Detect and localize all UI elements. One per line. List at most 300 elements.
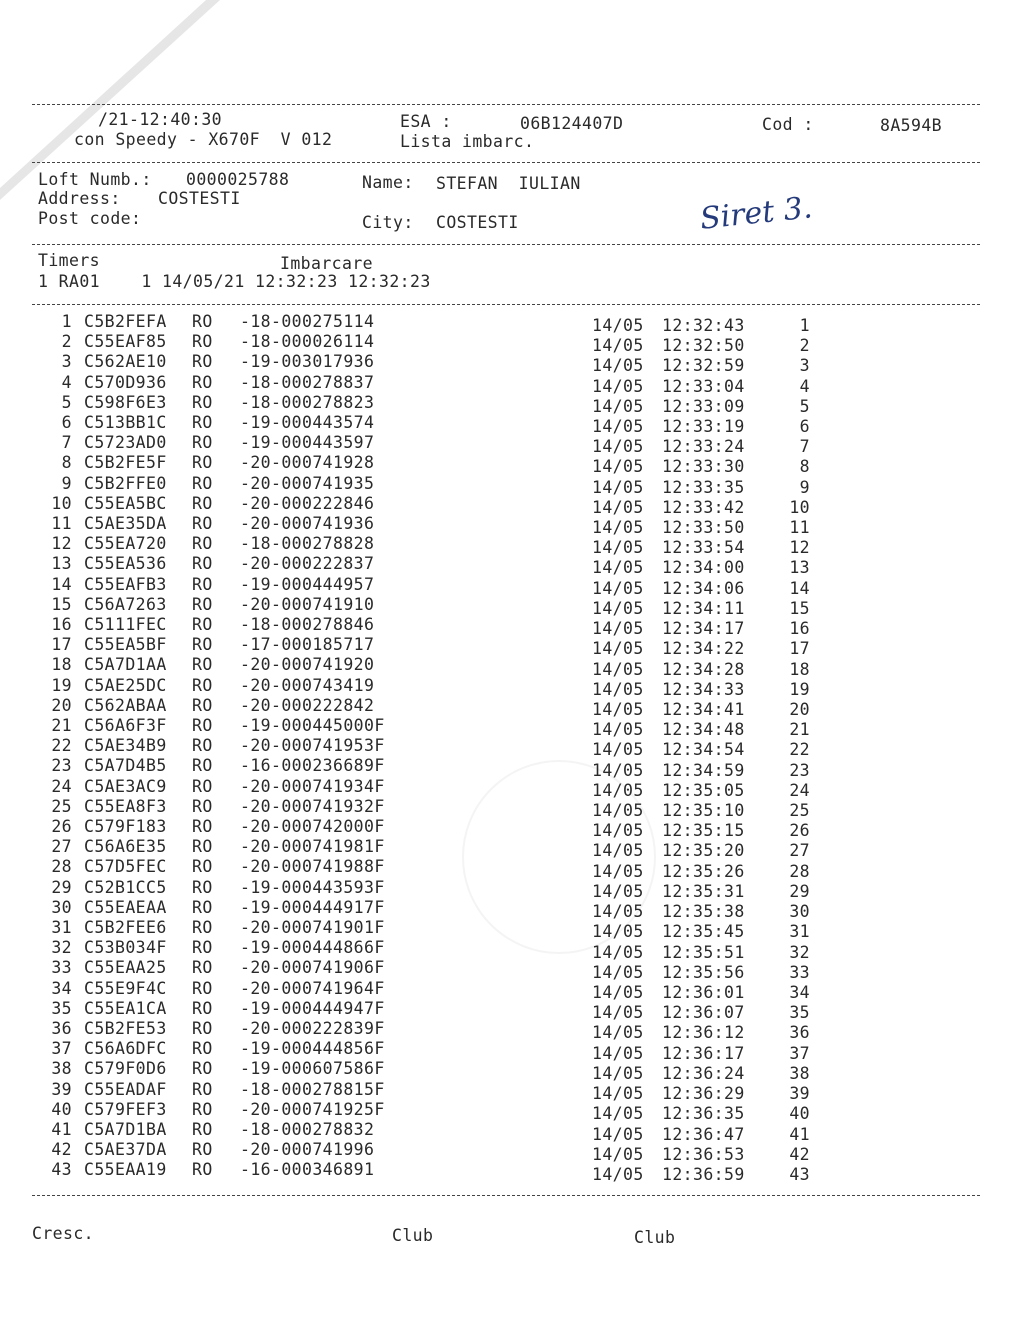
post-code-label: Post code:	[38, 209, 142, 228]
row-position: 9	[799, 477, 810, 497]
row-date: 14/05	[592, 316, 644, 335]
row-chip-id: C5B2FE5F	[84, 453, 167, 473]
row-date: 14/05	[592, 639, 644, 659]
row-country: RO	[192, 1039, 213, 1059]
row-position: 5	[799, 396, 810, 416]
row-ring-number: -18-000278837	[240, 372, 375, 392]
row-position: 33	[789, 962, 810, 982]
row-index: 17	[51, 635, 72, 655]
row-time: 12:36:29	[662, 1084, 745, 1104]
table-row	[0, 433, 1024, 457]
row-ring-number: -20-000741906F	[240, 958, 385, 978]
row-date: 14/05	[592, 699, 644, 719]
divider-owner	[32, 244, 980, 245]
row-ring-number: -16-000346891	[240, 1160, 375, 1180]
table-row	[0, 897, 1024, 922]
row-ring-number: -18-000278846	[240, 615, 375, 634]
row-time: 12:34:17	[662, 619, 745, 639]
row-ring-number: -19-000444917F	[240, 897, 385, 917]
row-time: 12:32:50	[662, 336, 745, 356]
row-index: 22	[51, 736, 72, 756]
row-country: RO	[192, 877, 213, 897]
row-time: 12:34:28	[662, 659, 745, 679]
row-time: 12:34:41	[662, 699, 745, 719]
row-country: RO	[192, 857, 213, 877]
row-date: 14/05	[592, 962, 644, 982]
row-country: RO	[192, 1140, 213, 1160]
row-date: 14/05	[592, 376, 644, 396]
row-ring-number: -20-000741935	[240, 473, 375, 493]
row-time: 12:36:47	[662, 1124, 745, 1144]
row-position: 4	[799, 376, 810, 396]
loft-value: 0000025788	[186, 170, 290, 189]
row-date: 14/05	[592, 598, 644, 618]
row-chip-id: C5B2FFE0	[84, 473, 167, 493]
row-date: 14/05	[592, 457, 644, 477]
row-country: RO	[192, 453, 213, 473]
list-title: Lista imbarc.	[400, 132, 535, 151]
table-row	[0, 958, 1024, 982]
row-position: 2	[799, 336, 810, 356]
row-ring-number: -19-000444947F	[240, 998, 385, 1018]
divider-header	[32, 162, 980, 163]
row-time: 12:35:38	[662, 902, 745, 922]
row-index: 2	[61, 332, 72, 352]
table-row	[0, 514, 1024, 538]
row-ring-number: -16-000236689F	[240, 756, 385, 776]
row-position: 24	[789, 780, 810, 800]
row-country: RO	[192, 574, 213, 594]
folded-corner-inner	[0, 0, 206, 188]
table-row	[0, 978, 1024, 1002]
row-ring-number: -20-000741934F	[240, 776, 385, 796]
row-chip-id: C5B2FEE6	[84, 918, 167, 937]
row-chip-id: C598F6E3	[84, 392, 167, 412]
table-row	[0, 312, 1024, 335]
row-country: RO	[192, 695, 213, 715]
row-index: 11	[51, 514, 72, 533]
row-index: 30	[51, 897, 72, 917]
row-index: 7	[61, 433, 72, 453]
row-ring-number: -18-000278832	[240, 1120, 375, 1139]
row-date: 14/05	[592, 861, 644, 881]
row-ring-number: -18-000026114	[240, 332, 375, 352]
row-date: 14/05	[592, 578, 644, 598]
row-country: RO	[192, 938, 213, 958]
row-index: 1	[61, 312, 72, 331]
row-chip-id: C5A7D1BA	[84, 1120, 167, 1139]
row-index: 39	[51, 1079, 72, 1099]
row-date: 14/05	[592, 922, 644, 942]
row-ring-number: -20-000741928	[240, 453, 375, 473]
row-index: 32	[51, 938, 72, 958]
cresc-label: Cresc.	[32, 1224, 95, 1243]
row-time: 12:36:59	[662, 1164, 745, 1184]
row-country: RO	[192, 594, 213, 614]
row-position: 36	[789, 1023, 810, 1043]
row-country: RO	[192, 756, 213, 776]
table-row	[0, 877, 1024, 901]
row-index: 36	[51, 1019, 72, 1038]
table-row	[0, 615, 1024, 639]
row-ring-number: -20-000741925F	[240, 1099, 385, 1119]
row-ring-number: -20-000741910	[240, 594, 375, 614]
row-country: RO	[192, 817, 213, 836]
row-ring-number: -20-000741981F	[240, 837, 385, 857]
row-date: 14/05	[592, 477, 644, 497]
table-row	[0, 998, 1024, 1023]
row-country: RO	[192, 312, 213, 331]
city-label: City:	[362, 213, 414, 232]
row-chip-id: C579FEF3	[84, 1099, 167, 1119]
name-value: STEFAN IULIAN	[436, 174, 581, 193]
row-ring-number: -19-000443597	[240, 433, 375, 453]
row-date: 14/05	[592, 760, 644, 780]
row-chip-id: C5AE25DC	[84, 675, 167, 695]
row-date: 14/05	[592, 1023, 644, 1043]
row-chip-id: C55EAF85	[84, 332, 167, 352]
row-date: 14/05	[592, 1003, 644, 1023]
row-position: 31	[789, 922, 810, 942]
table-row	[0, 332, 1024, 356]
row-position: 12	[789, 538, 810, 558]
table-row	[0, 1079, 1024, 1104]
table-row	[0, 756, 1024, 780]
row-index: 29	[51, 877, 72, 897]
row-chip-id: C53B034F	[84, 938, 167, 958]
row-date: 14/05	[592, 1144, 644, 1164]
row-ring-number: -20-000222846	[240, 493, 375, 513]
city-value: COSTESTI	[436, 213, 519, 232]
row-ring-number: -20-000741932F	[240, 796, 385, 816]
row-time: 12:34:33	[662, 679, 745, 699]
row-index: 16	[51, 615, 72, 634]
row-country: RO	[192, 1160, 213, 1180]
table-row	[0, 695, 1024, 719]
table-row	[0, 574, 1024, 598]
row-country: RO	[192, 554, 213, 574]
row-date: 14/05	[592, 619, 644, 639]
row-position: 16	[789, 619, 810, 639]
row-ring-number: -20-000743419	[240, 675, 375, 695]
row-date: 14/05	[592, 1063, 644, 1083]
row-index: 13	[51, 554, 72, 574]
row-index: 14	[51, 574, 72, 594]
row-time: 12:33:09	[662, 396, 745, 416]
row-date: 14/05	[592, 518, 644, 538]
row-chip-id: C55EAA25	[84, 958, 167, 978]
row-country: RO	[192, 998, 213, 1018]
name-label: Name:	[362, 173, 414, 192]
row-ring-number: -18-000278823	[240, 392, 375, 412]
row-chip-id: C570D936	[84, 372, 167, 392]
row-time: 12:33:04	[662, 376, 745, 396]
row-country: RO	[192, 1019, 213, 1038]
row-time: 12:34:54	[662, 740, 745, 760]
table-row	[0, 1059, 1024, 1083]
row-time: 12:32:43	[662, 316, 745, 335]
row-position: 35	[789, 1003, 810, 1023]
row-index: 38	[51, 1059, 72, 1079]
row-position: 21	[789, 720, 810, 740]
row-chip-id: C5AE37DA	[84, 1140, 167, 1160]
row-index: 35	[51, 998, 72, 1018]
row-time: 12:36:24	[662, 1063, 745, 1083]
table-row	[0, 736, 1024, 760]
row-ring-number: -19-000444957	[240, 574, 375, 594]
table-row	[0, 796, 1024, 821]
row-index: 5	[61, 392, 72, 412]
row-position: 13	[789, 558, 810, 578]
row-time: 12:34:06	[662, 578, 745, 598]
row-chip-id: C55EAFB3	[84, 574, 167, 594]
row-index: 26	[51, 817, 72, 836]
row-index: 34	[51, 978, 72, 998]
row-index: 37	[51, 1039, 72, 1059]
table-row	[0, 817, 1024, 841]
row-time: 12:35:20	[662, 841, 745, 861]
row-time: 12:36:12	[662, 1023, 745, 1043]
handwritten-note: Siret 3.	[698, 190, 814, 237]
row-chip-id: C55EA5BC	[84, 493, 167, 513]
row-date: 14/05	[592, 720, 644, 740]
table-row	[0, 716, 1024, 740]
row-ring-number: -20-000741953F	[240, 736, 385, 756]
row-position: 20	[789, 699, 810, 719]
row-chip-id: C579F183	[84, 817, 167, 836]
row-ring-number: -20-000222839F	[240, 1019, 385, 1038]
row-ring-number: -19-000443593F	[240, 877, 385, 897]
imbarcare-label: Imbarcare	[280, 254, 374, 273]
row-position: 27	[789, 841, 810, 861]
row-ring-number: -18-000278815F	[240, 1079, 385, 1099]
row-date: 14/05	[592, 942, 644, 962]
row-date: 14/05	[592, 801, 644, 821]
club-label-2: Club	[634, 1228, 676, 1247]
row-country: RO	[192, 796, 213, 816]
row-date: 14/05	[592, 396, 644, 416]
row-time: 12:35:10	[662, 801, 745, 821]
row-ring-number: -18-000275114	[240, 312, 375, 331]
row-chip-id: C5AE34B9	[84, 736, 167, 756]
row-chip-id: C5111FEC	[84, 615, 167, 634]
table-row	[0, 1039, 1024, 1063]
row-position: 17	[789, 639, 810, 659]
row-ring-number: -19-000444866F	[240, 938, 385, 958]
row-country: RO	[192, 372, 213, 392]
row-chip-id: C5A7D1AA	[84, 655, 167, 675]
row-time: 12:35:15	[662, 821, 745, 841]
row-country: RO	[192, 635, 213, 655]
row-position: 15	[789, 598, 810, 618]
row-country: RO	[192, 1079, 213, 1099]
row-ring-number: -20-000742000F	[240, 817, 385, 836]
row-index: 4	[61, 372, 72, 392]
row-ring-number: -19-003017936	[240, 352, 375, 372]
table-row	[0, 392, 1024, 416]
row-position: 3	[799, 356, 810, 376]
row-position: 43	[789, 1164, 810, 1184]
table-row	[0, 655, 1024, 679]
row-chip-id: C52B1CC5	[84, 877, 167, 897]
row-date: 14/05	[592, 336, 644, 356]
table-row	[0, 594, 1024, 618]
row-time: 12:36:07	[662, 1003, 745, 1023]
row-position: 8	[799, 457, 810, 477]
row-date: 14/05	[592, 902, 644, 922]
row-ring-number: -20-000741996	[240, 1140, 375, 1160]
row-country: RO	[192, 332, 213, 352]
row-country: RO	[192, 776, 213, 796]
row-index: 9	[61, 473, 72, 493]
row-country: RO	[192, 433, 213, 453]
row-country: RO	[192, 392, 213, 412]
divider-timers	[32, 304, 980, 305]
row-position: 23	[789, 760, 810, 780]
row-time: 12:36:53	[662, 1144, 745, 1164]
row-date: 14/05	[592, 1164, 644, 1184]
row-country: RO	[192, 1099, 213, 1119]
row-chip-id: C56A7263	[84, 594, 167, 614]
table-row	[0, 413, 1024, 437]
row-country: RO	[192, 413, 213, 432]
row-time: 12:33:50	[662, 518, 745, 538]
row-index: 10	[51, 493, 72, 513]
cod-label: Cod :	[762, 115, 814, 134]
row-chip-id: C5B2FEFA	[84, 312, 167, 331]
loft-label: Loft Numb.:	[38, 170, 152, 189]
row-country: RO	[192, 1120, 213, 1139]
row-ring-number: -19-000445000F	[240, 716, 385, 735]
row-index: 40	[51, 1099, 72, 1119]
row-index: 33	[51, 958, 72, 978]
row-chip-id: C56A6F3F	[84, 716, 167, 735]
row-date: 14/05	[592, 780, 644, 800]
row-date: 14/05	[592, 538, 644, 558]
row-ring-number: -19-000443574	[240, 413, 375, 432]
row-index: 19	[51, 675, 72, 695]
row-chip-id: C55EA5BF	[84, 635, 167, 655]
row-position: 26	[789, 821, 810, 841]
row-country: RO	[192, 352, 213, 372]
table-row	[0, 837, 1024, 861]
row-date: 14/05	[592, 1084, 644, 1104]
row-country: RO	[192, 736, 213, 756]
row-country: RO	[192, 978, 213, 998]
row-chip-id: C562AE10	[84, 352, 167, 372]
row-chip-id: C55EA8F3	[84, 796, 167, 816]
table-row	[0, 534, 1024, 558]
row-position: 22	[789, 740, 810, 760]
row-date: 14/05	[592, 659, 644, 679]
esa-value: 06B124407D	[520, 114, 624, 133]
table-row	[0, 473, 1024, 497]
row-country: RO	[192, 958, 213, 978]
esa-label: ESA :	[400, 112, 452, 131]
row-index: 18	[51, 655, 72, 675]
row-time: 12:34:11	[662, 598, 745, 618]
timer-line: 1 RA01 1 14/05/21 12:32:23 12:32:23	[38, 272, 431, 291]
row-time: 12:33:24	[662, 437, 745, 457]
table-row	[0, 635, 1024, 659]
row-index: 27	[51, 837, 72, 857]
row-position: 42	[789, 1144, 810, 1164]
row-date: 14/05	[592, 437, 644, 457]
row-position: 7	[799, 437, 810, 457]
row-position: 29	[789, 881, 810, 901]
row-time: 12:35:51	[662, 942, 745, 962]
row-index: 6	[61, 413, 72, 432]
row-position: 14	[789, 578, 810, 598]
row-date: 14/05	[592, 497, 644, 517]
row-chip-id: C55E9F4C	[84, 978, 167, 998]
row-time: 12:33:54	[662, 538, 745, 558]
row-position: 34	[789, 982, 810, 1002]
row-chip-id: C5A7D4B5	[84, 756, 167, 776]
row-chip-id: C5B2FE53	[84, 1019, 167, 1038]
table-row	[0, 453, 1024, 477]
row-position: 6	[799, 417, 810, 437]
row-position: 18	[789, 659, 810, 679]
row-country: RO	[192, 534, 213, 554]
table-row	[0, 1099, 1024, 1124]
row-time: 12:33:19	[662, 417, 745, 437]
row-country: RO	[192, 655, 213, 675]
row-time: 12:36:01	[662, 982, 745, 1002]
row-time: 12:34:59	[662, 760, 745, 780]
row-chip-id: C55EADAF	[84, 1079, 167, 1099]
row-date: 14/05	[592, 679, 644, 699]
row-ring-number: -20-000222842	[240, 695, 375, 715]
row-index: 12	[51, 534, 72, 554]
table-row	[0, 675, 1024, 699]
row-ring-number: -17-000185717	[240, 635, 375, 655]
row-time: 12:35:26	[662, 861, 745, 881]
row-country: RO	[192, 675, 213, 695]
row-chip-id: C55EAA19	[84, 1160, 167, 1180]
row-position: 19	[789, 679, 810, 699]
row-chip-id: C55EA720	[84, 534, 167, 554]
row-time: 12:33:42	[662, 497, 745, 517]
table-row	[0, 1140, 1024, 1164]
row-country: RO	[192, 514, 213, 533]
row-position: 41	[789, 1124, 810, 1144]
row-index: 21	[51, 716, 72, 735]
row-index: 42	[51, 1140, 72, 1160]
row-position: 38	[789, 1063, 810, 1083]
table-row	[0, 372, 1024, 396]
divider-bottom	[32, 1195, 980, 1196]
row-time: 12:36:35	[662, 1104, 745, 1124]
row-ring-number: -20-000741936	[240, 514, 375, 533]
row-index: 23	[51, 756, 72, 776]
address-label: Address:	[38, 189, 121, 208]
row-time: 12:35:31	[662, 881, 745, 901]
cod-value: 8A594B	[880, 116, 943, 135]
row-date: 14/05	[592, 1104, 644, 1124]
row-country: RO	[192, 615, 213, 634]
row-position: 40	[789, 1104, 810, 1124]
row-date: 14/05	[592, 982, 644, 1002]
row-index: 31	[51, 918, 72, 937]
row-ring-number: -20-000222837	[240, 554, 375, 574]
row-time: 12:34:00	[662, 558, 745, 578]
row-time: 12:34:22	[662, 639, 745, 659]
row-chip-id: C5AE35DA	[84, 514, 167, 533]
table-row	[0, 1160, 1024, 1184]
row-country: RO	[192, 897, 213, 917]
row-position: 37	[789, 1043, 810, 1063]
